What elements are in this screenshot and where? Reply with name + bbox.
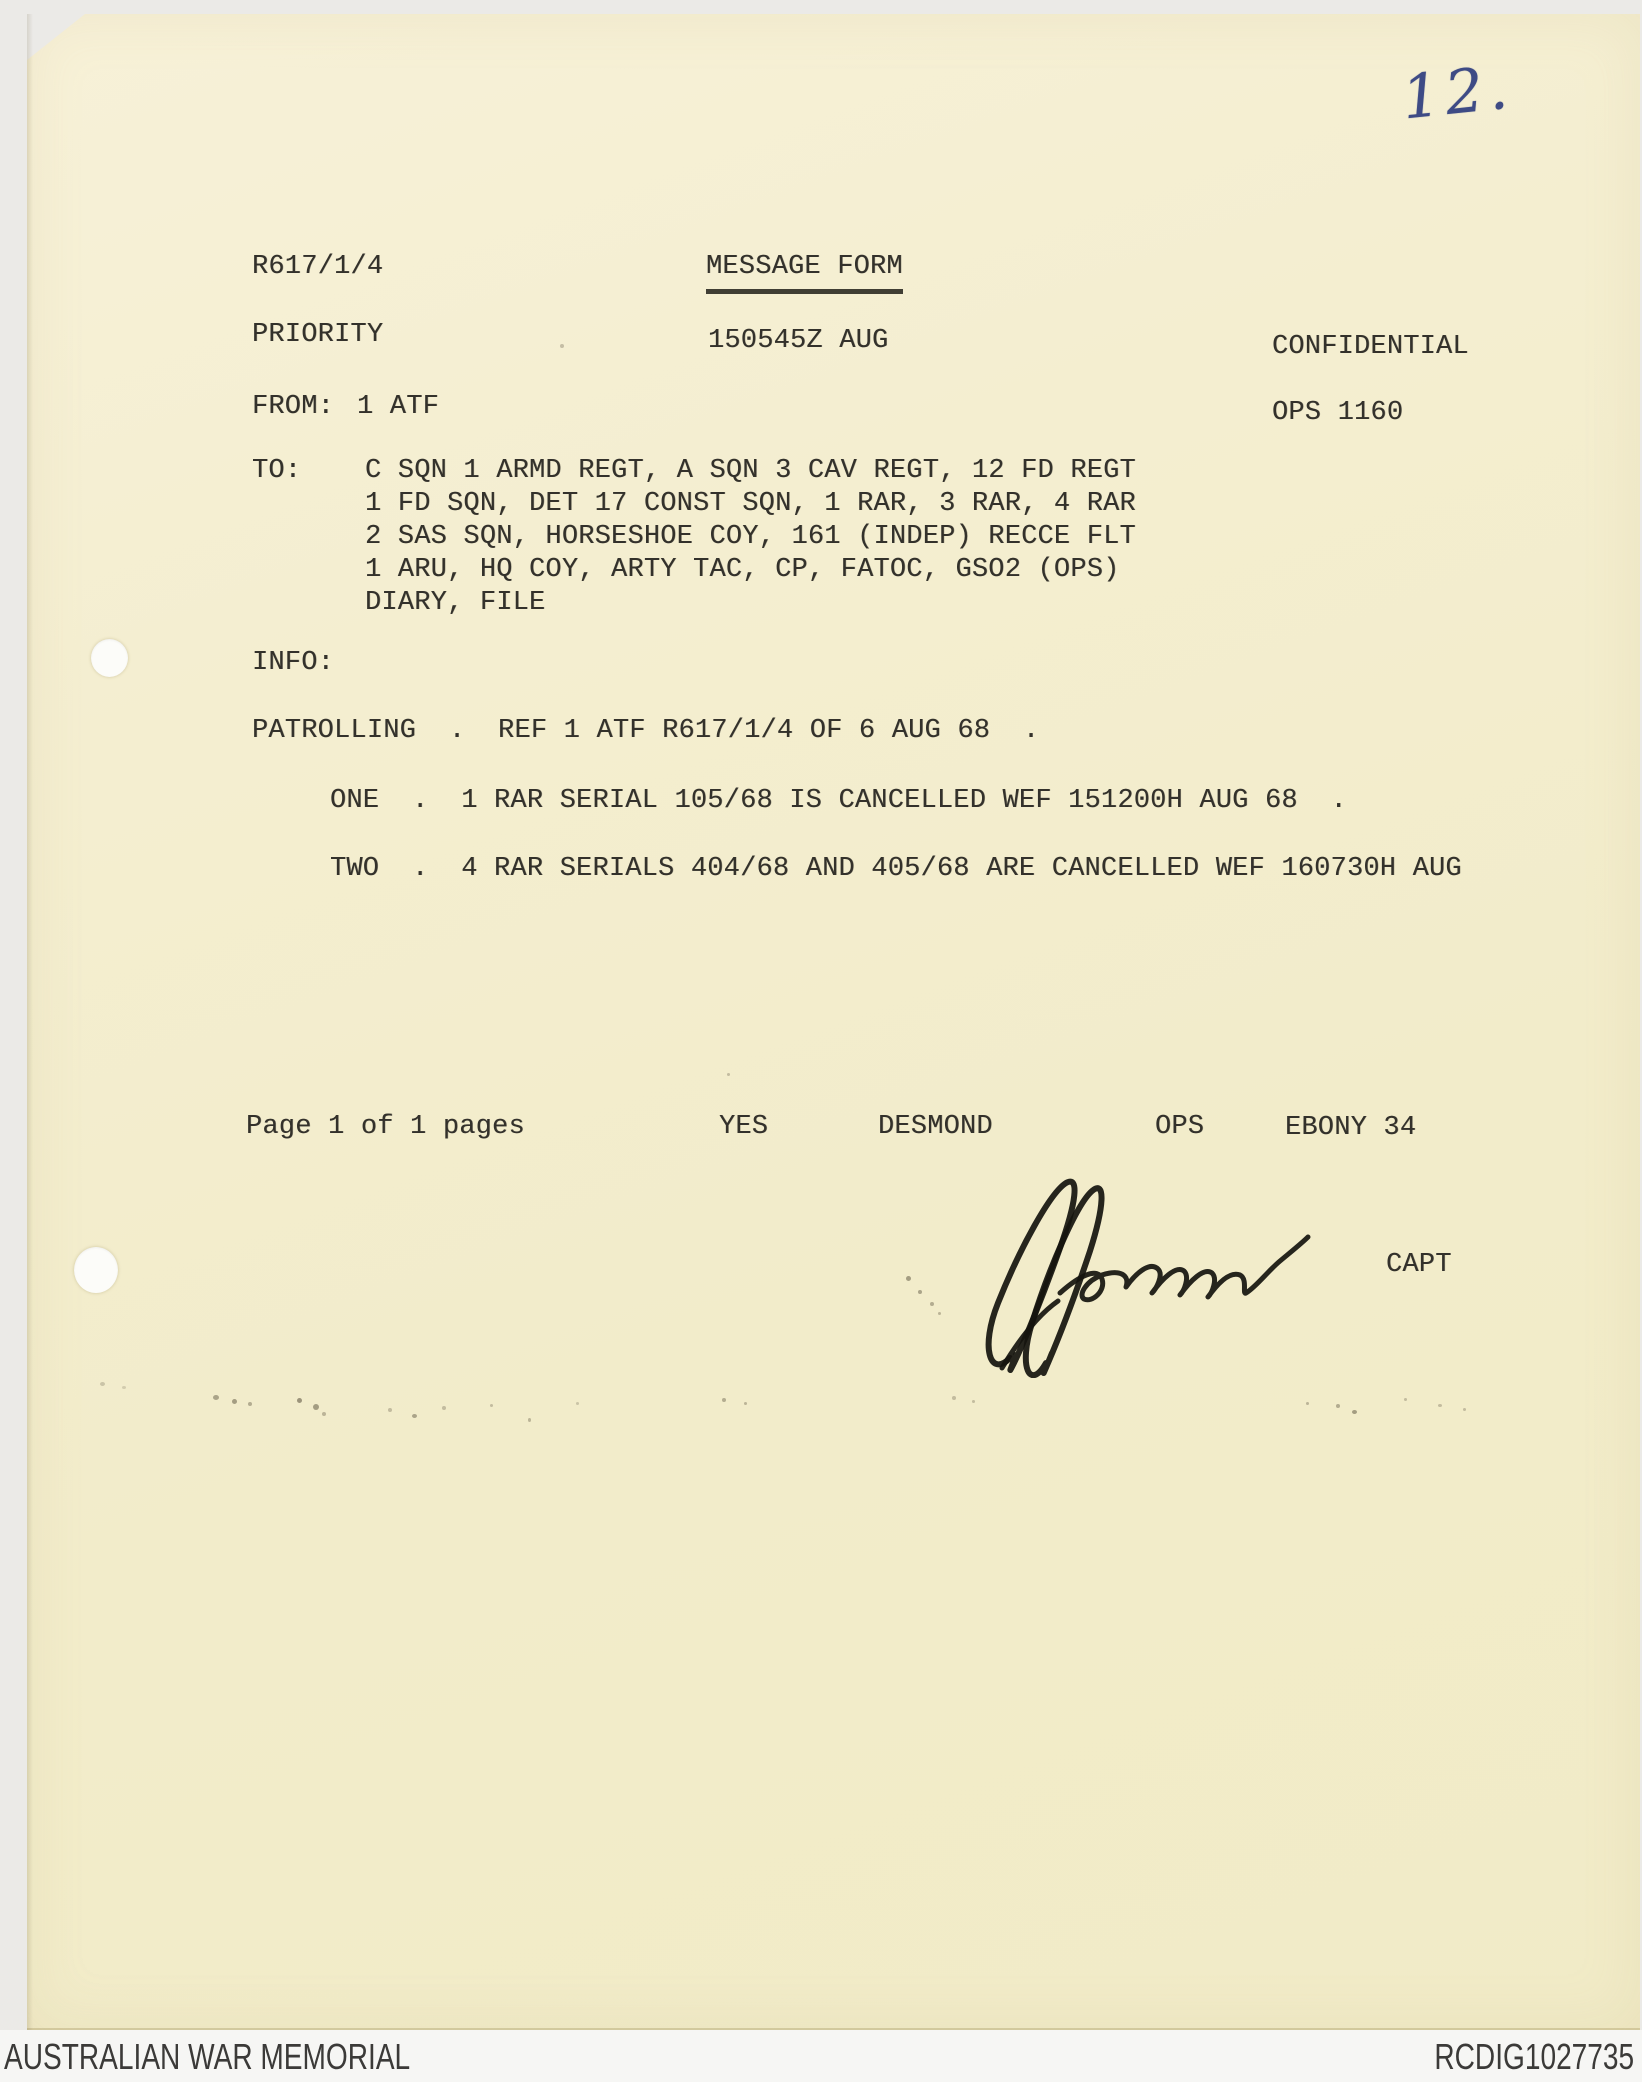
page-count: Page 1 of 1 pages bbox=[246, 1112, 525, 1142]
signer-rank: CAPT bbox=[1386, 1250, 1452, 1280]
release-confirm: YES bbox=[719, 1112, 769, 1142]
to-address-line: 1 FD SQN, DET 17 CONST SQN, 1 RAR, 3 RAR, 4 RAR bbox=[365, 489, 1136, 519]
handwritten-page-number: 12. bbox=[1398, 52, 1516, 134]
from-label: FROM: bbox=[252, 392, 335, 422]
to-address-line: C SQN 1 ARMD REGT, A SQN 3 CAV REGT, 12 FD REGT bbox=[365, 456, 1136, 486]
officer-appointment: OPS bbox=[1155, 1112, 1205, 1142]
to-address-line: 2 SAS SQN, HORSESHOE COY, 161 (INDEP) RECCE FLT bbox=[365, 522, 1136, 552]
paragraph-two: TWO . 4 RAR SERIALS 404/68 AND 405/68 ARE CANCELLED WEF 160730H AUG bbox=[330, 854, 1462, 884]
classification-marking: CONFIDENTIAL bbox=[1272, 332, 1469, 362]
precedence-marking: PRIORITY bbox=[252, 320, 384, 350]
archive-name: AUSTRALIAN WAR MEMORIAL bbox=[4, 2036, 411, 2077]
to-address-line: 1 ARU, HQ COY, ARTY TAC, CP, FATOC, GSO2 (OPS) bbox=[365, 555, 1120, 585]
paper-sheet bbox=[27, 14, 1640, 2030]
form-title: MESSAGE FORM bbox=[706, 252, 903, 294]
record-id: RCDIG1027735 bbox=[1434, 2036, 1634, 2077]
hole-punch-bottom bbox=[74, 1247, 118, 1293]
releasing-officer-name: DESMOND bbox=[878, 1112, 993, 1142]
callsign: EBONY 34 bbox=[1285, 1113, 1417, 1143]
signature-scrawl bbox=[950, 1163, 1340, 1378]
hole-punch-top bbox=[91, 639, 128, 677]
to-label: TO: bbox=[252, 456, 302, 486]
footer-bar bbox=[0, 2030, 1642, 2082]
ops-reference: OPS 1160 bbox=[1272, 398, 1404, 428]
to-address-line: DIARY, FILE bbox=[365, 588, 546, 618]
info-label: INFO: bbox=[252, 648, 335, 678]
subject-line: PATROLLING . REF 1 ATF R617/1/4 OF 6 AUG 68 . bbox=[252, 716, 1040, 746]
from-value: 1 ATF bbox=[357, 392, 440, 422]
document-reference: R617/1/4 bbox=[252, 252, 384, 282]
paragraph-one: ONE . 1 RAR SERIAL 105/68 IS CANCELLED WEF 151200H AUG 68 . bbox=[330, 786, 1347, 816]
date-time-group: 150545Z AUG bbox=[708, 326, 889, 356]
